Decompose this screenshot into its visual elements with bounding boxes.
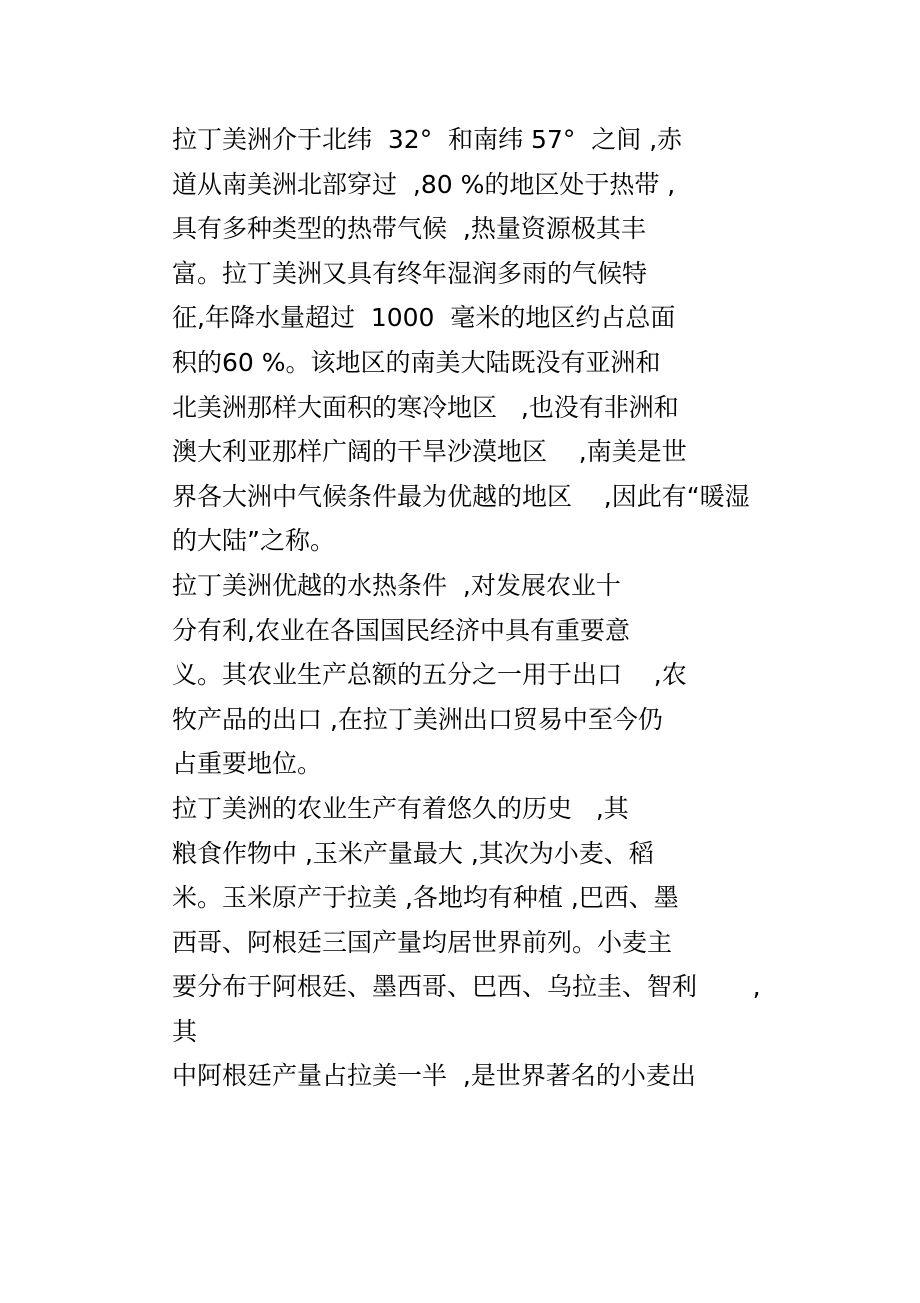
text-line: 界各大洲中气候条件最为优越的地区 ,因此有“暖湿 <box>172 481 750 511</box>
text-line: 积的60 %。该地区的南美大陆既没有亚洲和 <box>172 347 661 377</box>
text-line: 拉丁美洲优越的水热条件 ,对发展农业十 <box>172 570 621 600</box>
text-line: 其 <box>172 1016 198 1046</box>
text-line: 道从南美洲北部穿过 ,80 %的地区处于热带 , <box>172 169 676 199</box>
text-line: 具有多种类型的热带气候 ,热量资源极其丰 <box>172 214 646 244</box>
text-line: 北美洲那样大面积的寒冷地区 ,也没有非洲和 <box>172 392 679 422</box>
body-text <box>172 118 812 1099</box>
text-line: 要分布于阿根廷、墨西哥、巴西、乌拉圭、智利 , <box>172 972 761 1002</box>
text-line: 澳大利亚那样广阔的干旱沙漠地区 ,南美是世 <box>172 437 687 467</box>
text-line: 拉丁美洲的农业生产有着悠久的历史 ,其 <box>172 793 629 823</box>
text-line: 义。其农业生产总额的五分之一用于出口 ,农 <box>172 660 687 690</box>
text-line: 粮食作物中 ,玉米产量最大 ,其次为小麦、稻 <box>172 838 654 868</box>
text-line: 拉丁美洲介于北纬 32° 和南纬 57° 之间 ,赤 <box>172 125 683 154</box>
text-line: 的大陆”之称。 <box>172 526 335 556</box>
text-line: 牧产品的出口 ,在拉丁美洲出口贸易中至今仍 <box>172 704 663 734</box>
text-line: 米。玉米原产于拉美 ,各地均有种植 ,巴西、墨 <box>172 883 679 913</box>
text-line: 西哥、阿根廷三国产量均居世界前列。小麦主 <box>172 927 673 957</box>
text-line: 征,年降水量超过 1000 毫米的地区约占总面 <box>172 303 676 333</box>
text-line: 分有利,农业在各国国民经济中具有重要意 <box>172 615 630 645</box>
text-line: 富。拉丁美洲又具有终年湿润多雨的气候特 <box>172 258 648 288</box>
text-line: 中阿根廷产量占拉美一半 ,是世界著名的小麦出 <box>172 1061 696 1091</box>
text-line: 占重要地位。 <box>172 749 323 779</box>
